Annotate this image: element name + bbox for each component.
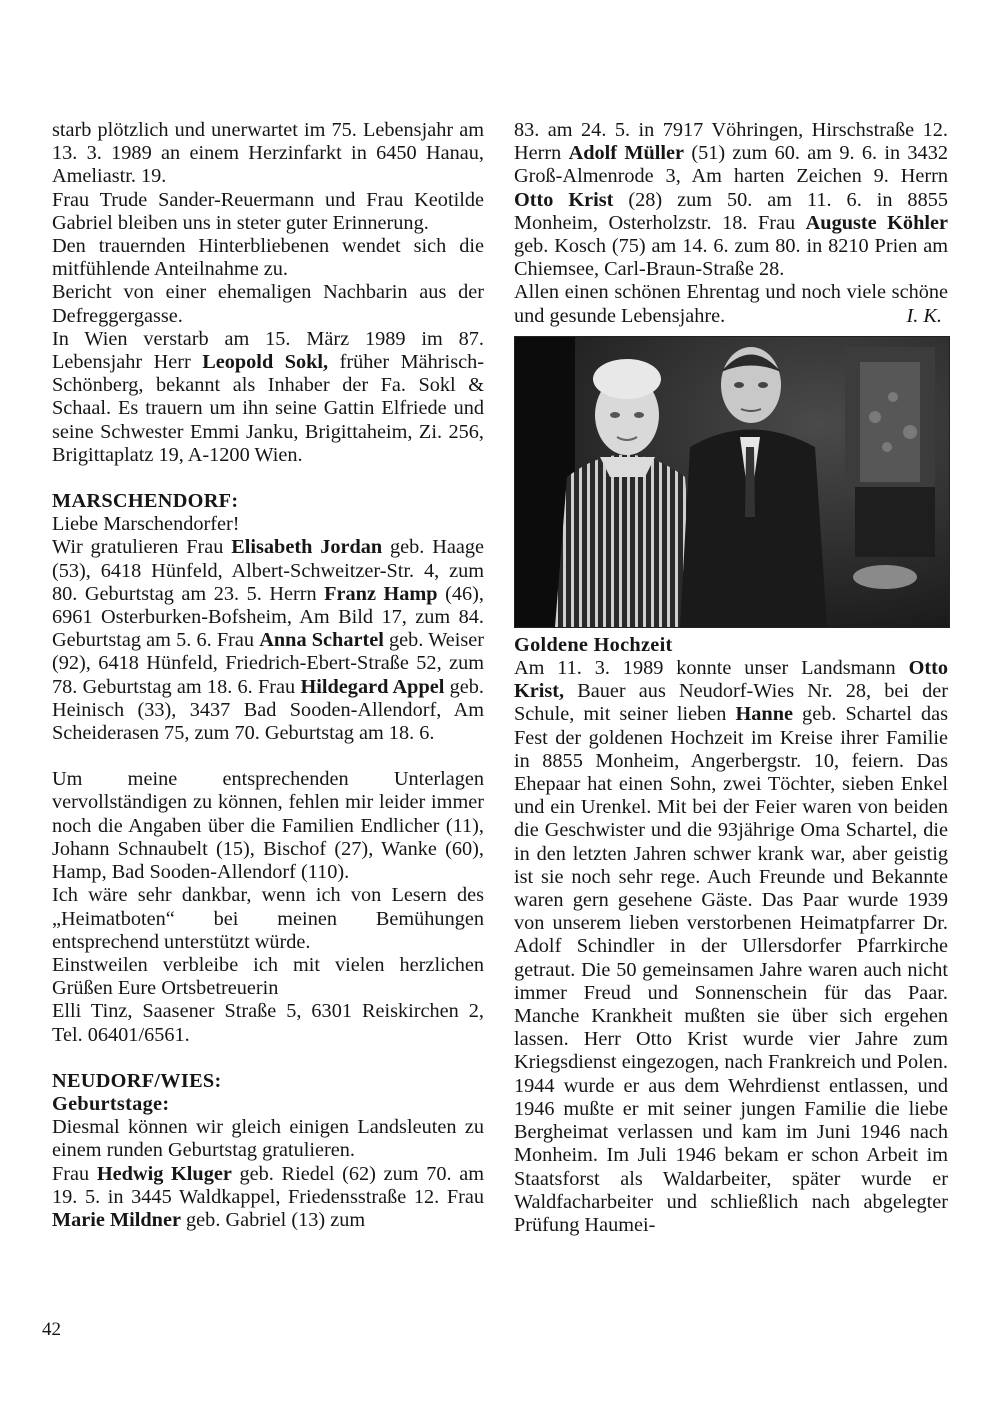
closing-paragraph: Einstweilen verbleibe ich mit vielen herzlichen Grüßen Eure Ortsbetreuerin bbox=[52, 953, 484, 1000]
subheading-birthdays: Geburtstage: bbox=[52, 1092, 170, 1115]
name-marie-mildner: Marie Mildner bbox=[52, 1208, 181, 1231]
contact-address: Elli Tinz, Saasener Straße 5, 6301 Reiskirchen 2, Tel. 06401/6561. bbox=[52, 1000, 484, 1046]
neudorf-intro: Diesmal können wir gleich einigen Landsleuten zu einem runden Geburtstag gratulieren. bbox=[52, 1116, 484, 1162]
author-initials: I. K. bbox=[906, 304, 942, 327]
name-otto-krist: Otto Krist bbox=[514, 188, 614, 211]
obituary-paragraph: starb plötzlich und unerwartet im 75. Lebensjahr am 13. 3. 1989 an einem Herzinfarkt in 6450 Hanau, Ameliastr. 19. bbox=[52, 119, 484, 188]
name-anna-schartel: Anna Schartel bbox=[259, 629, 384, 652]
thanks-paragraph: Ich wäre sehr dankbar, wenn ich von Lesern des „Heimatboten“ bei meinen Bemühungen entsprechend unterstützt würde. bbox=[52, 884, 484, 953]
neudorf-birthdays: Frau Hedwig Kluger geb. Riedel (62) zum 70. am 19. 5. in 3445 Waldkappel, Friedensstraße 12. Frau Marie Mildner geb. Gabriel (13) zum bbox=[52, 1162, 484, 1231]
request-paragraph: Um meine entsprechenden Unterlagen vervollständigen zu können, fehlen mir leider immer noch die Angaben über die Familien Endlicher (11), Johann Schnaubelt (15), Bischof (27), Wanke (60), Hamp, Bad Sooden-Allendorf (110). bbox=[52, 768, 484, 884]
marschendorf-birthdays: Wir gratulieren Frau Elisabeth Jordan geb. Haage (53), 6418 Hünfeld, Albert-Schweitzer-Str. 4, zum 80. Geburtstag am 23. 5. Herrn Franz Hamp (46), 6961 Osterburken-Bofsheim, Am Bild 17, zum 84. Geburtstag am 5. 6. Frau Anna Schartel geb. Weiser (92), 6418 Hünfeld, Friedrich-Ebert-Straße 52, zum 78. Geburtstag am 18. 6. Frau Hildegard Appel geb. Heinisch (33), 3437 Bad Sooden-Allendorf, Am Scheiderasen 75, zum 70. Geburtstag am 18. 6. bbox=[52, 536, 484, 745]
right-column bbox=[514, 119, 948, 1237]
left-column bbox=[52, 119, 484, 1232]
name-auguste-koehler: Auguste Köhler bbox=[805, 211, 948, 234]
name-hildegard-appel: Hildegard Appel bbox=[300, 675, 445, 698]
golden-wedding-article: Am 11. 3. 1989 konnte unser Landsmann Otto Krist, Bauer aus Neudorf-Wies Nr. 28, bei der Schule, mit seiner lieben Hanne geb. Schartel das Fest der goldenen Hochzeit im Kreise ihrer Familie in 8855 Monheim, Angerbergstr. 10, feiern. Das Ehepaar hat einen Sohn, zwei Töchter, sieben Enkel und ein Urenkel. Mit bei der Feier waren von beiden die Geschwister und die 93jährige Oma Schartel, die in den letzten Jahren schwer krank war, aber geistig ist sie noch sehr rege. Auch Freunde und Bekannte waren gern gesehene Gäste. Das Paar wurde 1939 von unserem lieben verstorbenen Heimatpfarrer Dr. Adolf Schindler in der Ullersdorfer Pfarrkirche getraut. Die 50 gemeinsamen Jahre waren auch nicht immer Freud und Sonnenschein für das Paar. Manche Krankheit mußten sie über sich ergehen lassen. Herr Otto Krist wurde vier Jahre zum Kriegsdienst eingezogen, nach Frankreich und Polen. 1944 wurde er aus dem Wehrdienst entlassen, und 1946 mußte er mit seiner jungen Familie die liebe Bergheimat verlassen und kam im Juni 1946 nach Monheim. Im Juli 1946 bekam er schon Arbeit im Staatsforst als Waldarbeiter, später wurde er Waldfacharbeiter und schließlich nach abgelegter Prüfung Haumei- bbox=[514, 657, 948, 1236]
name-hedwig-kluger: Hedwig Kluger bbox=[96, 1162, 232, 1185]
greeting: Liebe Marschendorfer! bbox=[52, 513, 240, 536]
page-number: 42 bbox=[42, 1319, 61, 1340]
name-hanne: Hanne bbox=[735, 703, 793, 726]
name-franz-hamp: Franz Hamp bbox=[324, 582, 438, 605]
section-heading-neudorf-wies: NEUDORF/WIES: bbox=[52, 1069, 222, 1092]
neudorf-birthdays-continued: 83. am 24. 5. in 7917 Vöhringen, Hirschstraße 12. Herrn Adolf Müller (51) zum 60. am 9. 6. in 3432 Groß-Almenrode 3, Am harten Zeichen 9. Herrn Otto Krist (28) zum 50. am 11. 6. in 8855 Monheim, Osterholzstr. 18. Frau Auguste Köhler geb. Kosch (75) am 14. 6. zum 80. in 8210 Prien am Chiemsee, Carl-Braun-Straße 28. bbox=[514, 119, 948, 281]
name-adolf-mueller: Adolf Müller bbox=[568, 142, 685, 165]
name-otto-krist-article: Otto Krist, bbox=[514, 657, 948, 703]
wish-paragraph: Allen einen schönen Ehrentag und noch viele schöne und gesunde Lebensjahre. I. K. bbox=[514, 281, 948, 327]
sokl-obituary: In Wien verstarb am 15. März 1989 im 87. Lebensjahr Herr Leopold Sokl, früher Mährisch-Schönberg, bekannt als Inhaber der Fa. Sokl & Schaal. Es trauern um ihn seine Gattin Elfriede und seine Schwester Emmi Janku, Brigittaheim, Zi. 256, Brigittaplatz 19, A-1200 Wien. bbox=[52, 327, 484, 466]
section-heading-golden-wedding: Goldene Hochzeit bbox=[514, 633, 673, 656]
name-leopold-sokl: Leopold Sokl, bbox=[202, 351, 329, 374]
condolence-paragraph: Den trauernden Hinterbliebenen wendet sich die mitfühlende Anteilnahme zu. bbox=[52, 235, 484, 281]
couple-photograph bbox=[514, 336, 950, 628]
report-source-paragraph: Bericht von einer ehemaligen Nachbarin aus der Defreggergasse. bbox=[52, 281, 484, 327]
name-elisabeth-jordan: Elisabeth Jordan bbox=[231, 536, 383, 559]
remembrance-paragraph: Frau Trude Sander-Reuermann und Frau Keotilde Gabriel bleiben uns in steter guter Erinnerung. bbox=[52, 188, 484, 234]
section-heading-marschendorf: MARSCHENDORF: bbox=[52, 490, 239, 513]
